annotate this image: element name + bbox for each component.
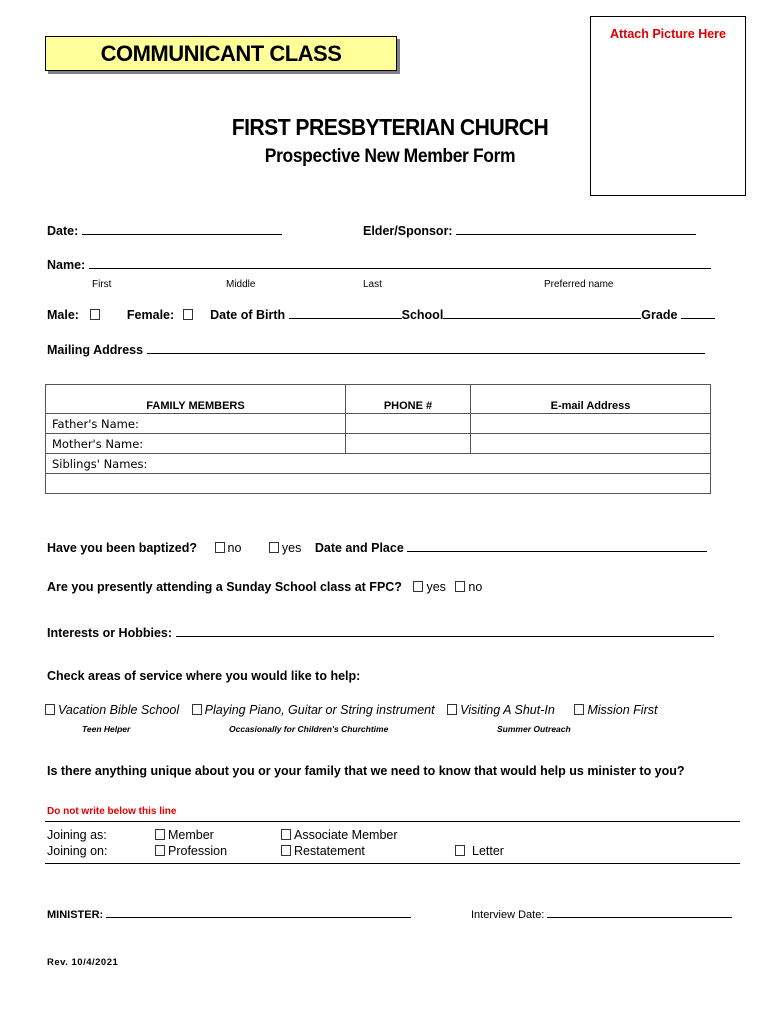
table-header-row xyxy=(46,385,711,414)
mother-name-cell[interactable]: Mother's Name: xyxy=(46,434,346,454)
school-label: School xyxy=(401,308,444,322)
restatement-label: Restatement xyxy=(294,844,365,858)
music-label: Playing Piano, Guitar or String instrument xyxy=(204,703,435,717)
table-row xyxy=(46,474,711,494)
member-option xyxy=(155,828,214,842)
photo-label: Attach Picture Here xyxy=(609,27,726,41)
name-field[interactable] xyxy=(89,256,711,269)
father-name-cell[interactable]: Father's Name: xyxy=(46,414,346,434)
interview-row xyxy=(471,905,732,921)
father-email-cell[interactable] xyxy=(471,414,711,434)
shutin-checkbox[interactable] xyxy=(447,704,457,715)
grade-field[interactable] xyxy=(681,306,715,319)
name-row xyxy=(47,256,711,272)
profession-checkbox[interactable] xyxy=(155,845,165,856)
elder-label: Elder/Sponsor: xyxy=(363,224,453,238)
baptized-yes-label: yes xyxy=(281,541,302,555)
table-row xyxy=(46,434,711,454)
male-label: Male: xyxy=(47,308,79,322)
church-title: FIRST PRESBYTERIAN CHURCH xyxy=(231,114,549,140)
profession-option xyxy=(155,844,227,858)
baptized-row xyxy=(47,539,707,555)
date-label: Date: xyxy=(47,224,79,238)
table-row xyxy=(46,454,711,474)
ss-no-label: no xyxy=(468,580,483,594)
office-top-divider xyxy=(45,821,740,822)
office-bottom-divider xyxy=(45,863,740,864)
ss-no-checkbox[interactable] xyxy=(455,581,465,592)
female-checkbox[interactable] xyxy=(183,309,193,320)
gender-dob-row xyxy=(47,306,715,322)
mailing-row xyxy=(47,341,705,357)
class-banner: COMMUNICANT CLASS xyxy=(45,36,397,71)
music-checkbox[interactable] xyxy=(192,704,202,715)
sunday-school-row xyxy=(47,580,482,594)
siblings-name-cell[interactable]: Siblings' Names: xyxy=(46,454,711,474)
revision-note: Rev. 10/4/2021 xyxy=(47,957,119,968)
minister-field[interactable] xyxy=(106,905,411,918)
letter-label: Letter xyxy=(472,844,504,858)
service-sub-outreach: Summer Outreach xyxy=(497,724,571,734)
service-sub-churchtime: Occasionally for Children's Churchtime xyxy=(229,724,389,734)
member-checkbox[interactable] xyxy=(155,829,165,840)
minister-row xyxy=(47,905,411,921)
header-email: E-mail Address xyxy=(471,385,711,414)
baptized-no-label: no xyxy=(227,541,242,555)
associate-option xyxy=(281,828,398,842)
ss-yes-checkbox[interactable] xyxy=(413,581,423,592)
ss-yes-label: yes xyxy=(426,580,446,594)
female-label: Female: xyxy=(126,308,175,322)
elder-field[interactable] xyxy=(456,222,696,235)
interview-label: Interview Date: xyxy=(471,909,545,921)
mailing-label: Mailing Address xyxy=(47,343,144,357)
letter-option xyxy=(455,844,504,858)
letter-checkbox[interactable] xyxy=(455,845,465,856)
interview-field[interactable] xyxy=(547,905,732,918)
vbs-label: Vacation Bible School xyxy=(58,703,180,717)
joining-on-label: Joining on: xyxy=(47,844,108,858)
siblings-extra-cell[interactable] xyxy=(46,474,711,494)
unique-label: Is there anything unique about you or your family that we need to know that would help us minister to you? xyxy=(47,764,685,778)
family-members-table xyxy=(45,384,711,494)
baptized-no-checkbox[interactable] xyxy=(215,542,225,553)
header-family-members: FAMILY MEMBERS xyxy=(46,385,346,414)
mission-label: Mission First xyxy=(587,703,658,717)
school-field[interactable] xyxy=(443,306,641,319)
date-place-label: Date and Place xyxy=(314,541,404,555)
dob-label: Date of Birth xyxy=(210,308,286,322)
elder-row xyxy=(363,222,696,238)
father-phone-cell[interactable] xyxy=(346,414,471,434)
grade-label: Grade xyxy=(641,308,678,322)
shutin-label: Visiting A Shut-In xyxy=(460,703,555,717)
interests-label: Interests or Hobbies: xyxy=(47,626,173,640)
associate-label: Associate Member xyxy=(294,828,398,842)
service-options-row xyxy=(45,703,657,717)
table-row xyxy=(46,414,711,434)
interests-field[interactable] xyxy=(176,624,714,637)
minister-label: MINISTER: xyxy=(47,909,104,921)
associate-checkbox[interactable] xyxy=(281,829,291,840)
mother-email-cell[interactable] xyxy=(471,434,711,454)
baptized-label: Have you been baptized? xyxy=(47,541,198,555)
name-part-middle: Middle xyxy=(226,279,256,290)
photo-box[interactable] xyxy=(590,16,746,196)
baptized-yes-checkbox[interactable] xyxy=(269,542,279,553)
date-place-field[interactable] xyxy=(407,539,707,552)
restatement-checkbox[interactable] xyxy=(281,845,291,856)
date-field[interactable] xyxy=(82,222,282,235)
header-phone: PHONE # xyxy=(346,385,471,414)
male-checkbox[interactable] xyxy=(90,309,100,320)
date-row xyxy=(47,222,282,238)
joining-as-label: Joining as: xyxy=(47,828,107,842)
service-label: Check areas of service where you would like to help: xyxy=(47,669,361,683)
dob-field[interactable] xyxy=(289,306,402,319)
office-warning: Do not write below this line xyxy=(47,806,177,817)
mother-phone-cell[interactable] xyxy=(346,434,471,454)
profession-label: Profession xyxy=(168,844,228,858)
restatement-option xyxy=(281,844,365,858)
interests-row xyxy=(47,624,714,640)
form-subtitle: Prospective New Member Form xyxy=(264,146,516,167)
name-part-preferred: Preferred name xyxy=(544,279,614,290)
mailing-field[interactable] xyxy=(147,341,705,354)
name-part-last: Last xyxy=(363,279,382,290)
member-label: Member xyxy=(168,828,214,842)
name-part-first: First xyxy=(92,279,112,290)
sunday-school-label: Are you presently attending a Sunday School class at FPC? xyxy=(47,580,402,594)
service-sub-teen: Teen Helper xyxy=(82,724,131,734)
vbs-checkbox[interactable] xyxy=(45,704,55,715)
name-label: Name: xyxy=(47,258,86,272)
mission-checkbox[interactable] xyxy=(574,704,584,715)
